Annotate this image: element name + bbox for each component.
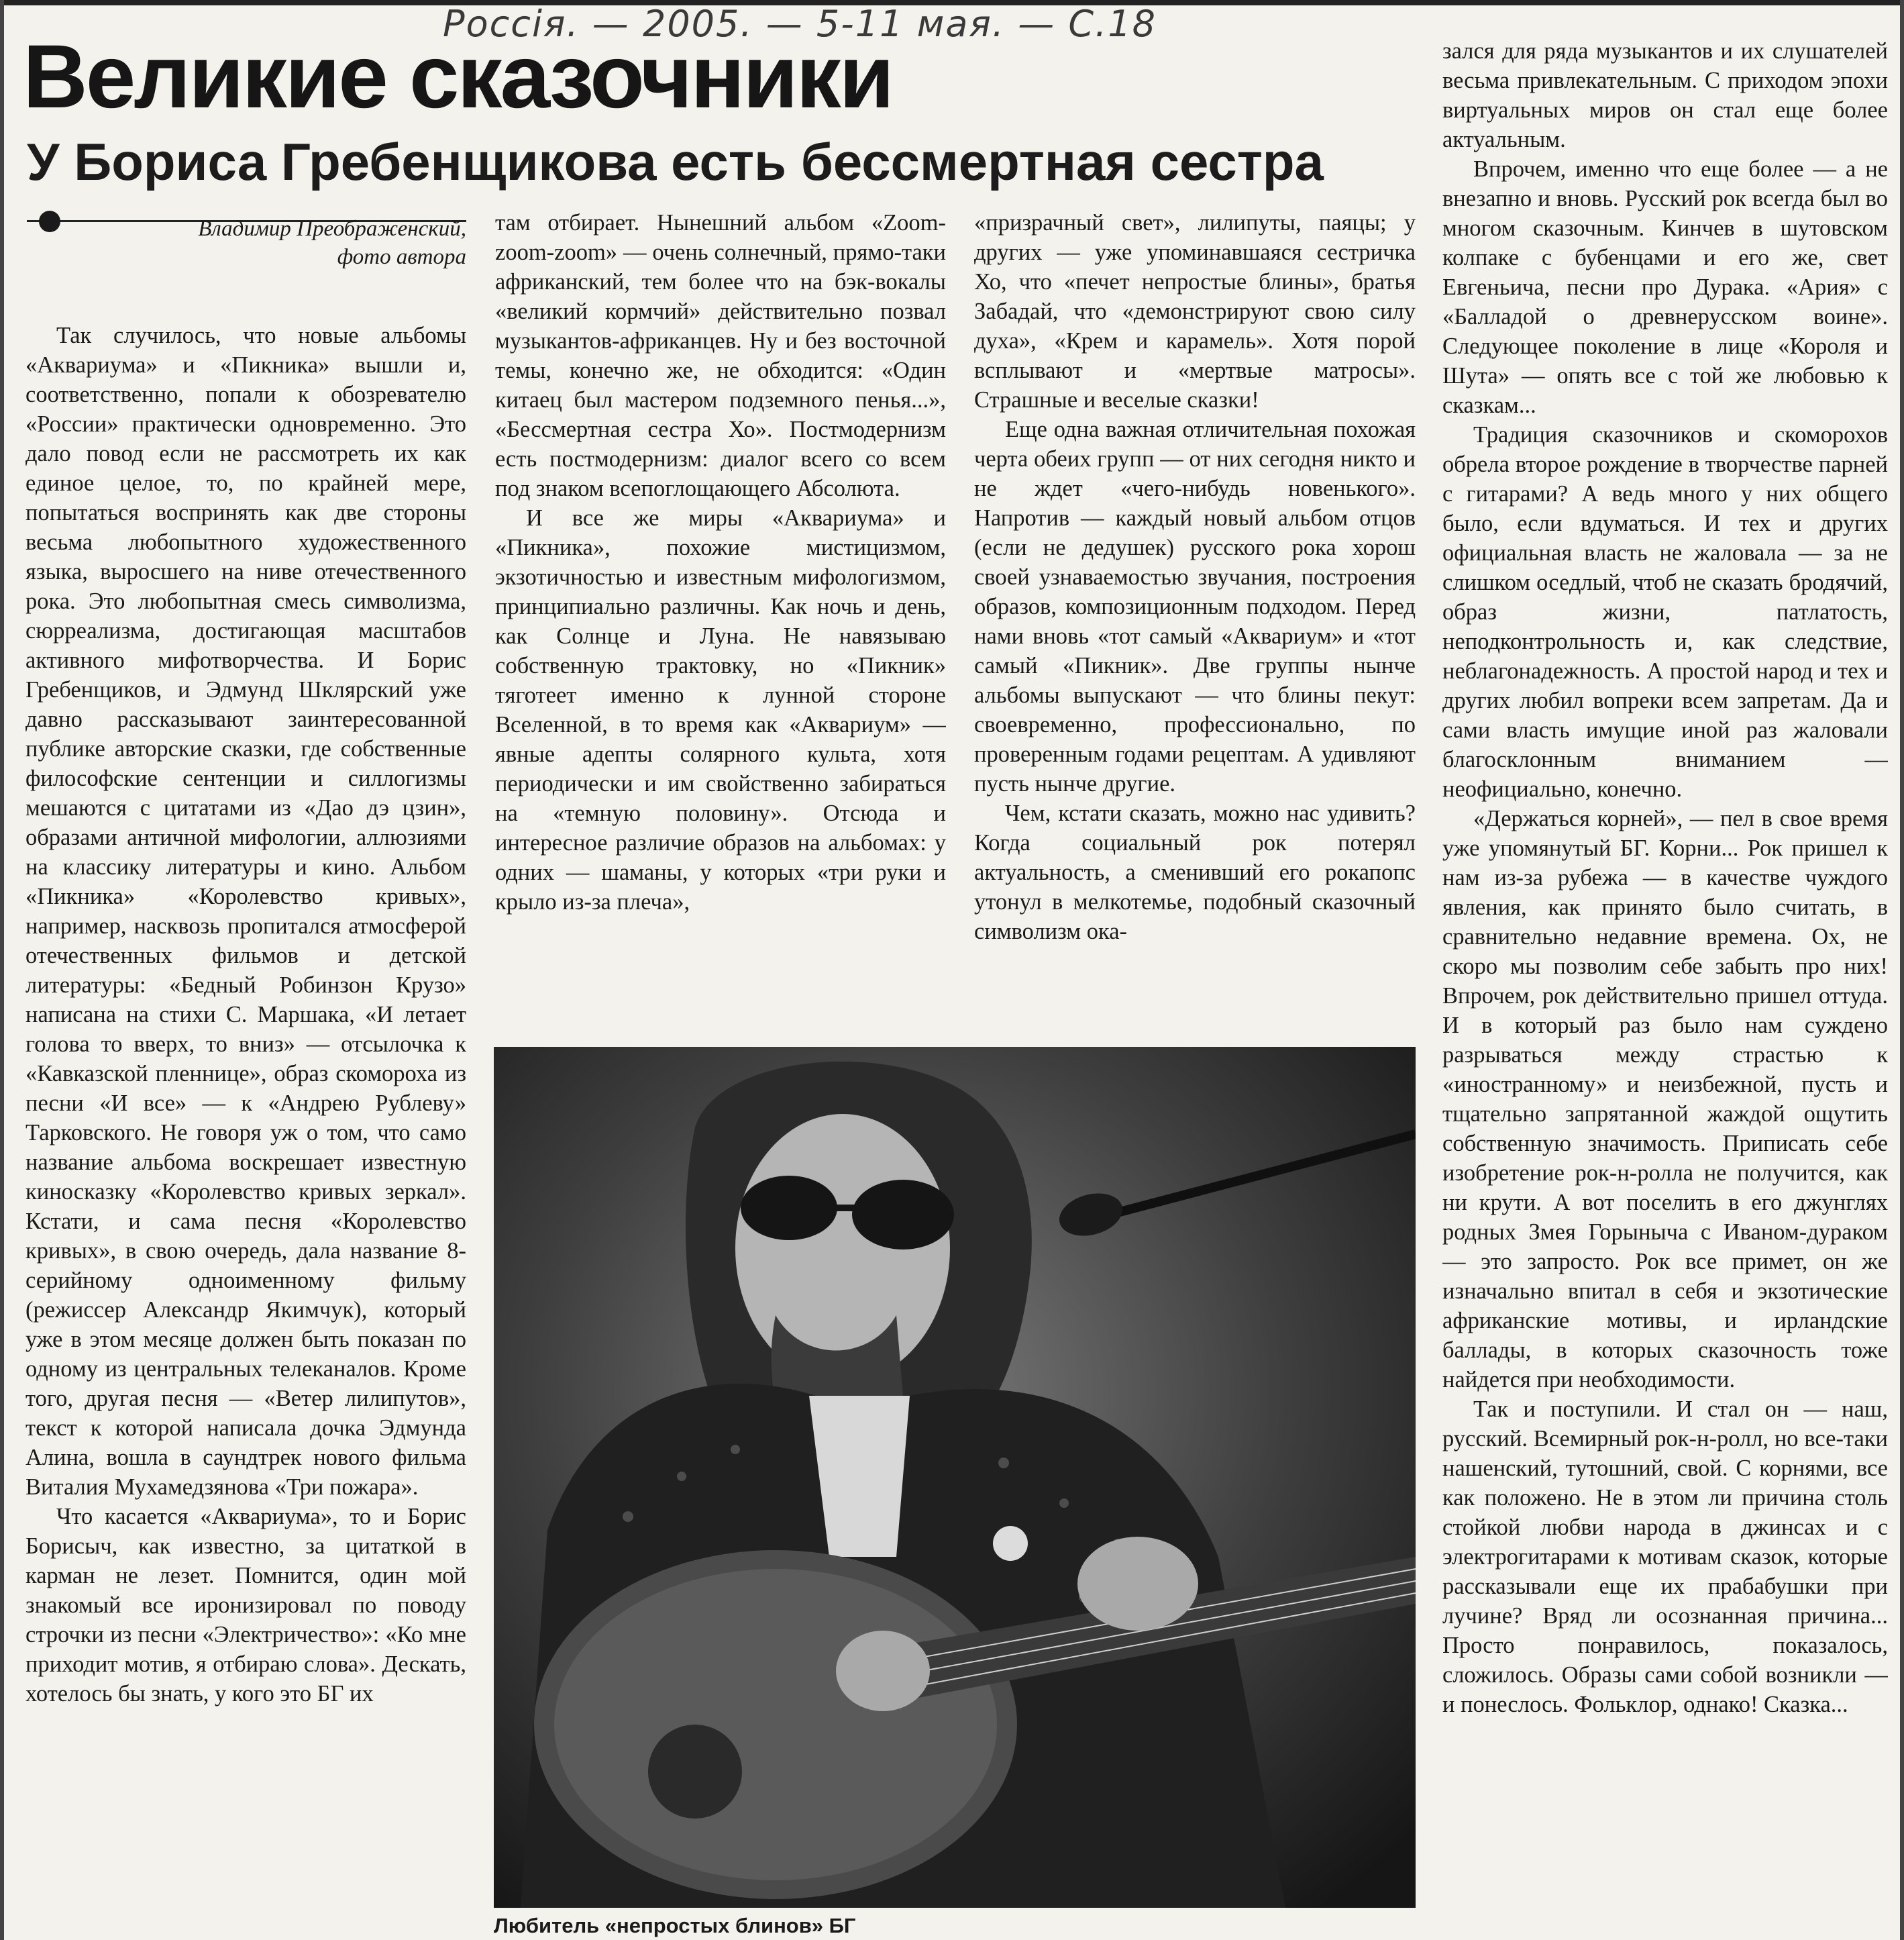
photo-caption: Любитель «непростых блинов» БГ	[494, 1914, 856, 1937]
article-photo	[494, 1047, 1416, 1908]
paragraph: Так случилось, что новые альбомы «Аквариума» и «Пикника» вышли и, соответственно, попали к обозревателю «России» практически одновременно. Это дало повод если не рассмотреть их как единое целое, то, по крайней мере, попытаться воспринять как две стороны весьма любопытного художественного языка, выросшего на ниве отечественного рока. Это любопытная смесь символизма, сюрреализма, достигающая масштабов активного мифотворчества. И Борис Гребенщиков, и Эдмунд Шклярский уже давно рассказывают заинтересованной публике авторские сказки, где собственные философские сентенции и силлогизмы мешаются с цитатами из «Дао дэ цзин», образами античной мифологии, аллюзиями на классику литературы и кино. Альбом «Пикника» «Королевство кривых», например, насквозь пропитался атмосферой отечественных фильмов и детской литературы: «Бедный Робинзон Крузо» написана на стихи С. Маршака, «И летает голова то вверх, то вниз» — отсылочка к «Кавказской пленнице», образ скомороха из песни «И все» — к «Андрею Рублеву» Тарковского. Не говоря уж о том, что само название альбома воскрешает известную киносказку «Королевство кривых зеркал». Кстати, и сама песня «Королевство кривых», в свою очередь, дала название 8-серийному одноименному фильму (режиссер Александр Якимчук), который уже в этом месяце должен быть показан по одному из центральных телеканалов. Кроме того, другая песня — «Ветер лилипутов», текст к которой написала дочка Эдмунда Алина, вошла в саундтрек нового фильма Виталия Мухамедзянова «Три пожара».	[25, 323, 466, 1500]
page-left-edge	[0, 0, 4, 1940]
byline	[81, 215, 466, 271]
page-right-edge	[1900, 0, 1904, 1940]
byline-author: Владимир Преображенский,	[198, 217, 466, 241]
article-column-3	[974, 208, 1416, 1013]
article-subheadline: У Бориса Гребенщикова есть бессмертная сестра	[27, 132, 1324, 191]
paragraph: «призрачный свет», лилипуты, паяцы; у других — уже упоминавшаяся сестричка Хо, что «печет непростые блины», братья Забадай, что «демонстрируют свою силу духа», «Крем и карамель». Хотя порой всплывают и «мертвые матросы». Страшные и веселые сказки!	[974, 210, 1416, 413]
paragraph: зался для ряда музыкантов и их слушателей весьма привлекательным. С приходом эпохи виртуальных миров он стал еще более актуальным.	[1442, 38, 1888, 152]
article-column-4	[1442, 36, 1888, 1939]
article-column-2	[495, 208, 946, 1013]
byline-bullet	[39, 211, 60, 232]
paragraph: Так и поступили. И стал он — наш, русский. Всемирный рок-н-ролл, но все-таки нашенский, тутошний, свой. С корнями, все как положено. Не в этом ли причина столь стойкой любви народа в джинсах и с электрогитарами к мотивам сказок, которые рассказывали еще их прабабушки при лучине? Вряд ли осознанная причина... Просто понравилось, показалось, сложилось. Образы сами собой возникли — и понеслось. Фольклор, однако! Сказка...	[1442, 1396, 1888, 1717]
paragraph: «Держаться корней», — пел в свое время уже упомянутый БГ. Корни... Рок пришел к нам из-за рубежа — в качестве чуждого явления, как принято было считать, в сравнительно недавние времена. Ох, не скоро мы позволим себе забыть про них! Впрочем, рок действительно пришел оттуда. И в который раз было нам суждено разрываться между страстью к «иностранному» и неизбежной, пусть и тщательно запрятанной жаждой ощутить собственную значимость. Приписать себе изобретение рок-н-ролла не получится, как ни крути. А вот поселить в его джунглях родных Змея Горыныча с Иваном-дураком — это запросто. Рок все примет, он же изначально впитал в себя и экзотические африканские мотивы, и ирландские баллады, в которых сказочность тоже найдется при необходимости.	[1442, 806, 1888, 1392]
paragraph: там отбирает. Нынешний альбом «Zoom-zoom-zoom» — очень солнечный, прямо-таки африканский, тем более что на бэк-вокалы «великий кормчий» действительно позвал музыкантов-африканцев. Ну и без восточной темы, конечно же, не обходится: «Один китаец был мастером подземного пенья...», «Бессмертная сестра Хо». Постмодернизм есть постмодернизм: диалог всего со всем под знаком всепоглощающего Абсолюта.	[495, 210, 946, 501]
handwritten-source-note: Россія. — 2005. — 5-11 мая. — С.18	[443, 3, 1157, 45]
paragraph: Впрочем, именно что еще более — а не внезапно и вновь. Русский рок всегда был во многом сказочным. Кинчев в шутовском колпаке с бубенцами и его же, свет Евгеньича, песни про Дурака. «Ария» с «Балладой о древнерусском воине». Следующее поколение в лице «Короля и Шута» — опять все с той же любовью к сказкам...	[1442, 156, 1888, 418]
musician-photo-illustration	[494, 1047, 1416, 1908]
paragraph: И все же миры «Аквариума» и «Пикника», похожие мистицизмом, экзотичностью и известным мифологизмом, принципиально различны. Как ночь и день, как Солнце и Луна. Не навязываю собственную трактовку, но «Пикник» тяготеет именно к лунной стороне Вселенной, в то время как «Аквариум» — явные адепты солярного культа, хотя периодически и им свойственно забираться на «темную половину». Отсюда и интересное различие образов на альбомах: у одних — шаманы, у которых «три руки и крыло из-за плеча»,	[495, 505, 946, 915]
article-column-1	[25, 321, 466, 1938]
byline-photo-credit: фото автора	[337, 245, 466, 269]
paragraph: Еще одна важная отличительная похожая черта обеих групп — от них сегодня никто и не ждет «чего-нибудь новенького». Напротив — каждый новый альбом отцов (если не дедушек) русского рока хорош своей узнаваемостью звучания, построения образов, композиционным подходом. Перед нами вновь «тот самый «Аквариум» и «тот самый «Пикник». Две группы нынче альбомы выпускают — что блины пекут: своевременно, профессионально, по проверенным годами рецептам. А удивляют пусть нынче другие.	[974, 417, 1416, 797]
paragraph: Чем, кстати сказать, можно нас удивить? Когда социальный рок потерял актуальность, а сменивший его рокапопс утонул в мелкотемье, подобный сказочный символизм ока-	[974, 801, 1416, 944]
paragraph: Традиция сказочников и скоморохов обрела второе рождение в творчестве парней с гитарами? А ведь много у них общего было, если вдуматься. И тех и других официальная власть не жаловала — за не слишком оседлый, чтоб не сказать бродячий, образ жизни, патлатость, неподконтрольность и, как следствие, неблагонадежность. А простой народ и тех и других любил вопреки всем запретам. Да и сами власть имущие иной раз жаловали благосклонным вниманием — неофициально, конечно.	[1442, 422, 1888, 802]
paragraph: Что касается «Аквариума», то и Борис Борисыч, как известно, за цитаткой в карман не лезет. Помнится, один мой знакомый все иронизировал по поводу строчки из песни «Электричество»: «Ко мне приходит мотив, я отбираю слова». Дескать, хотелось бы знать, у кого это БГ их	[25, 1504, 466, 1706]
article-headline: Великие сказочники	[23, 27, 893, 127]
